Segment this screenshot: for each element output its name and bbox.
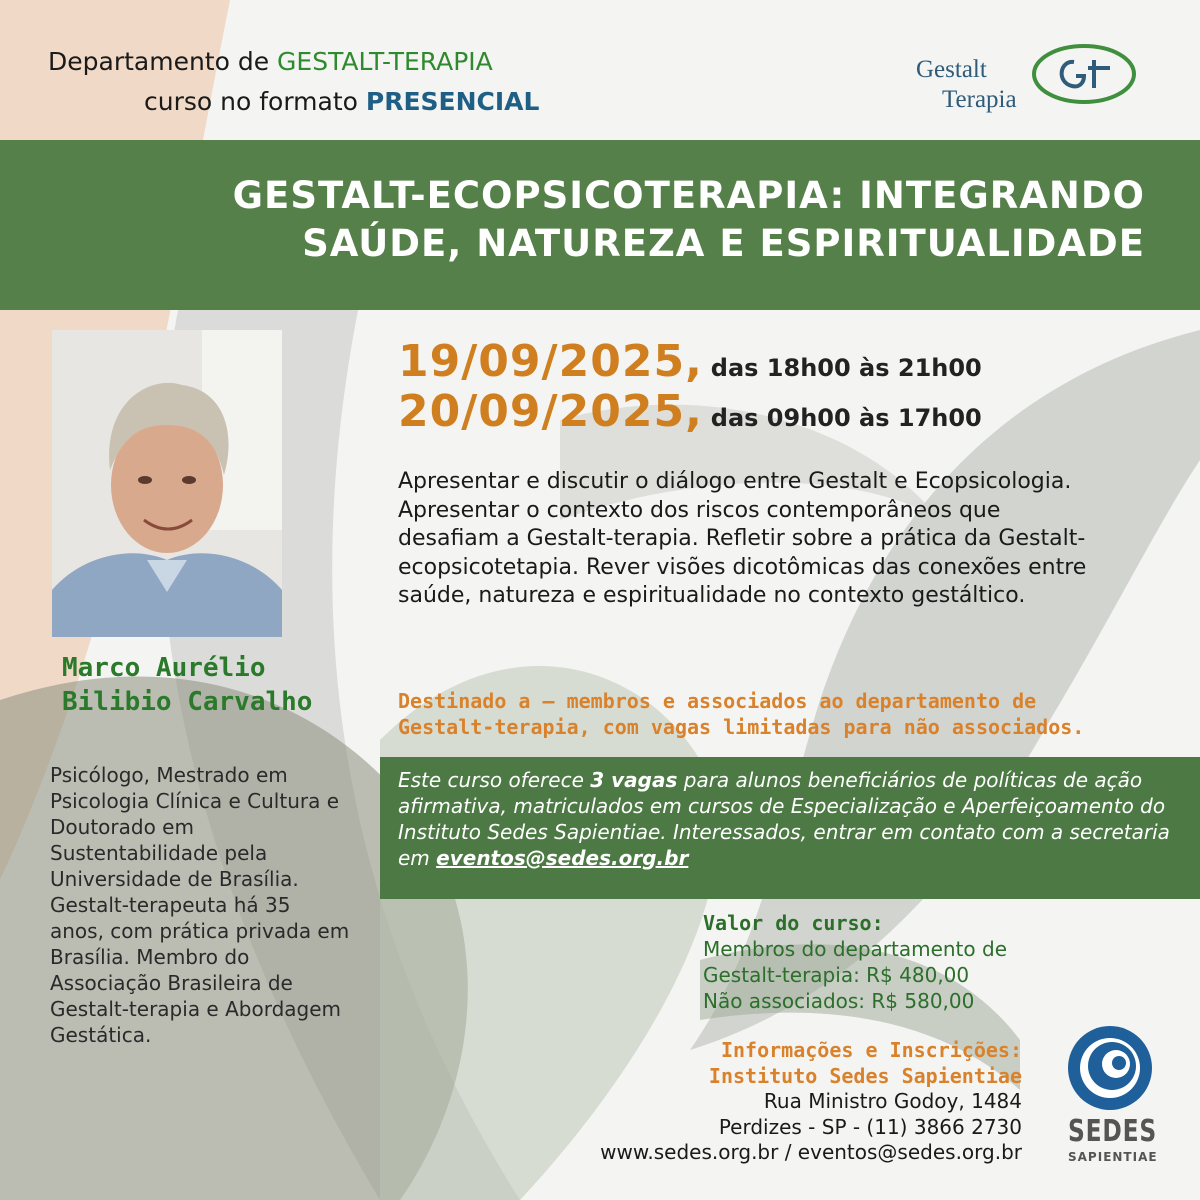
affirmative-text-2: para alunos beneficiários de políticas de ação afirmativa, matriculados em cursos de Especialização e Aperfeiçoamento do Instituto Sedes Sapientiae. Interessados, entrar em contato com a secretaria em bbox=[398, 768, 1170, 870]
format-prefix: curso no formato bbox=[144, 87, 366, 116]
date-day-2: 20/09/2025, bbox=[398, 386, 703, 437]
course-title bbox=[25, 172, 1145, 268]
address: Rua Ministro Godoy, 1484 bbox=[763, 1089, 1022, 1114]
institute-name: Instituto Sedes Sapientiae bbox=[708, 1063, 1022, 1088]
time-day-1: das 18h00 às 21h00 bbox=[710, 354, 982, 382]
course-title-line-2: SAÚDE, NATUREZA E ESPIRITUALIDADE bbox=[302, 222, 1145, 266]
price-members: Gestalt-terapia: R$ 480,00 bbox=[703, 963, 970, 987]
department-header bbox=[48, 42, 539, 122]
course-title-line-1: GESTALT-ECOPSICOTERAPIA: INTEGRANDO bbox=[232, 174, 1145, 217]
price-title: Valor do curso: bbox=[703, 911, 884, 935]
department-line-2 bbox=[48, 82, 539, 122]
speaker-photo bbox=[52, 330, 282, 637]
sedes-logo-icon bbox=[1064, 1022, 1156, 1114]
price-line-1: Membros do departamento de bbox=[703, 937, 1007, 961]
format-label: PRESENCIAL bbox=[365, 87, 540, 116]
contact-email-link[interactable]: eventos@sedes.org.br bbox=[436, 846, 689, 870]
department-line-1 bbox=[48, 42, 539, 82]
date-row bbox=[398, 386, 982, 436]
price-non-members: Não associados: R$ 580,00 bbox=[703, 989, 975, 1013]
speaker-name bbox=[62, 652, 312, 720]
speaker-name-line-2: Bilibio Carvalho bbox=[62, 686, 313, 717]
web-contact[interactable]: www.sedes.org.br / eventos@sedes.org.br bbox=[600, 1140, 1022, 1165]
sedes-logo-word-1: SEDES bbox=[1068, 1114, 1158, 1149]
logo-text-line-2: Terapia bbox=[942, 86, 1017, 113]
course-price bbox=[703, 910, 1007, 1014]
course-dates bbox=[398, 336, 982, 436]
logo-text-line-1: Gestalt bbox=[916, 56, 987, 83]
course-description: Apresentar e discutir o diálogo entre Gestalt e Ecopsicologia. Apresentar o contexto dos riscos contemporâneos que desafiam a Gestalt-terapia. Refletir sobre a prática da Gestalt-ecopsicotetapia. Rever visões dicotômicas das conexões entre saúde, natureza e espiritualidade no contexto gestáltico. bbox=[398, 469, 1087, 609]
target-audience: Destinado a – membros e associados ao departamento de Gestalt-terapia, com vagas limitadas para não associados. bbox=[398, 689, 1085, 739]
gestalt-logo-icon bbox=[1022, 38, 1137, 108]
speaker-bio: Psicólogo, Mestrado em Psicologia Clínica e Cultura e Doutorado em Sustentabilidade pela Universidade de Brasília. Gestalt-terapeuta há 35 anos, com prática privada em Brasília. Membro do Associação Brasileira de Gestalt-terapia e Abordagem Gestática. bbox=[50, 763, 350, 1047]
affirmative-text-1: Este curso oferece bbox=[398, 768, 591, 792]
department-name: GESTALT-TERAPIA bbox=[277, 47, 493, 76]
affirmative-action-text bbox=[398, 767, 1188, 871]
sedes-logo-word-2: SAPIENTIAE bbox=[1068, 1150, 1158, 1164]
date-day-1: 19/09/2025, bbox=[398, 336, 703, 387]
gestalt-terapia-logo bbox=[912, 38, 1142, 128]
time-day-2: das 09h00 às 17h00 bbox=[710, 404, 982, 432]
info-title: Informações e Inscrições: bbox=[720, 1038, 1022, 1062]
city-phone: Perdizes - SP - (11) 3866 2730 bbox=[718, 1114, 1022, 1139]
speaker-name-line-1: Marco Aurélio bbox=[62, 653, 266, 683]
registration-info bbox=[600, 1038, 1022, 1166]
vacancies-count: 3 vagas bbox=[590, 768, 678, 792]
department-prefix: Departamento de bbox=[48, 47, 278, 76]
date-row bbox=[398, 336, 982, 386]
sedes-sapientiae-logo bbox=[1058, 1022, 1168, 1172]
